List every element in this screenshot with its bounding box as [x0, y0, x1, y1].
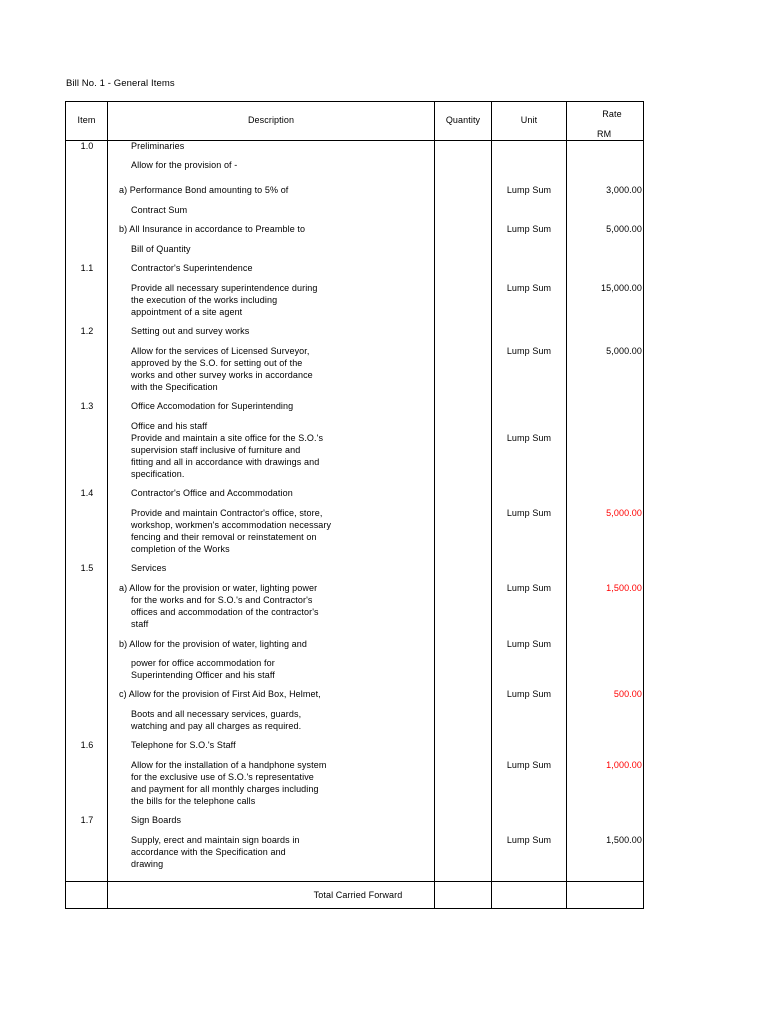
unit-cell: Lump Sum [506, 689, 552, 699]
description-line: workshop, workmen's accommodation necessary [131, 520, 332, 530]
rate-cell: 5,000.00 [606, 224, 642, 234]
rate-cell: 500.00 [613, 689, 642, 699]
description-line: c) Allow for the provision of First Aid Box, Helmet, [119, 689, 321, 699]
item-number: 1.3 [80, 401, 94, 411]
item-number: 1.6 [80, 740, 94, 750]
section-heading: Contractor's Office and Accommodation [131, 488, 293, 498]
description-line: works and other survey works in accordance [131, 370, 313, 380]
description-line: fitting and all in accordance with drawings and [131, 457, 320, 467]
item-number: 1.4 [80, 488, 94, 498]
table-top-border [65, 101, 644, 102]
section-heading: Office and his staff [131, 421, 208, 431]
description-line: Boots and all necessary services, guards, [131, 709, 302, 719]
unit-cell: Lump Sum [506, 346, 552, 356]
description-line: with the Specification [131, 382, 218, 392]
description-line: a) Allow for the provision or water, lighting power [119, 583, 318, 593]
description-line: for the exclusive use of S.O.'s representative [131, 772, 314, 782]
section-heading: Preliminaries [131, 141, 185, 151]
description-line: Allow for the installation of a handphone system [131, 760, 327, 770]
description-line: b) Allow for the provision of water, lighting and [119, 639, 308, 649]
table-bottom-border [65, 908, 644, 909]
description-line: appointment of a site agent [131, 307, 243, 317]
rate-cell: 3,000.00 [606, 185, 642, 195]
description-line: specification. [131, 469, 185, 479]
description-line: for the works and for S.O.'s and Contractor's [131, 595, 313, 605]
rate-cell: 5,000.00 [606, 346, 642, 356]
bill-title: Bill No. 1 - General Items [66, 78, 175, 89]
section-heading: Contractor's Superintendence [131, 263, 253, 273]
header-quantity: Quantity [445, 115, 481, 125]
description-line: Allow for the provision of - [131, 160, 238, 170]
col-border-description [434, 101, 435, 909]
description-line: and payment for all monthly charges including [131, 784, 319, 794]
description-line: Provide and maintain a site office for the S.O.'s [131, 433, 324, 443]
description-line: Supply, erect and maintain sign boards in [131, 835, 300, 845]
unit-cell: Lump Sum [506, 760, 552, 770]
unit-cell: Lump Sum [506, 283, 552, 293]
item-number: 1.2 [80, 326, 94, 336]
footer-divider [65, 881, 644, 882]
rate-cell: 1,500.00 [606, 835, 642, 845]
description-line: accordance with the Specification and [131, 847, 286, 857]
description-line: fencing and their removal or reinstatement on [131, 532, 317, 542]
section-heading: Telephone for S.O.'s Staff [131, 740, 236, 750]
unit-cell: Lump Sum [506, 433, 552, 443]
rate-cell: 1,500.00 [606, 583, 642, 593]
total-carried-forward: Total Carried Forward [313, 890, 403, 900]
item-number: 1.5 [80, 563, 94, 573]
rate-cell: 5,000.00 [606, 508, 642, 518]
header-currency: RM [597, 129, 612, 139]
col-border-right [643, 101, 644, 909]
description-line: the execution of the works including [131, 295, 278, 305]
description-line: drawing [131, 859, 164, 869]
description-line: b) All Insurance in accordance to Preamble to [119, 224, 306, 234]
description-line: Bill of Quantity [131, 244, 191, 254]
section-heading: Sign Boards [131, 815, 182, 825]
item-number: 1.7 [80, 815, 94, 825]
description-line: supervision staff inclusive of furniture and [131, 445, 301, 455]
description-line: the bills for the telephone calls [131, 796, 256, 806]
col-border-left [65, 101, 66, 909]
description-line: Contract Sum [131, 205, 188, 215]
description-line: power for office accommodation for [131, 658, 275, 668]
unit-cell: Lump Sum [506, 224, 552, 234]
description-line: Allow for the services of Licensed Surveyor, [131, 346, 310, 356]
rate-cell: 1,000.00 [606, 760, 642, 770]
unit-cell: Lump Sum [506, 583, 552, 593]
description-line: Provide all necessary superintendence during [131, 283, 318, 293]
item-number: 1.0 [80, 141, 94, 151]
description-line: completion of the Works [131, 544, 230, 554]
description-line: staff [131, 619, 149, 629]
header-unit: Unit [520, 115, 538, 125]
section-heading: Setting out and survey works [131, 326, 250, 336]
section-heading: Office Accomodation for Superintending [131, 401, 294, 411]
col-border-item [107, 101, 108, 909]
header-item: Item [77, 115, 96, 125]
unit-cell: Lump Sum [506, 508, 552, 518]
description-line: approved by the S.O. for setting out of the [131, 358, 303, 368]
description-line: Superintending Officer and his staff [131, 670, 275, 680]
description-line: offices and accommodation of the contractor's [131, 607, 319, 617]
header-description: Description [247, 115, 295, 125]
unit-cell: Lump Sum [506, 185, 552, 195]
section-heading: Services [131, 563, 167, 573]
header-rate: Rate [602, 109, 622, 119]
unit-cell: Lump Sum [506, 639, 552, 649]
description-line: Provide and maintain Contractor's office, store, [131, 508, 323, 518]
description-line: watching and pay all charges as required. [131, 721, 302, 731]
rate-cell: 15,000.00 [601, 283, 642, 293]
unit-cell: Lump Sum [506, 835, 552, 845]
item-number: 1.1 [80, 263, 94, 273]
description-line: a) Performance Bond amounting to 5% of [119, 185, 289, 195]
